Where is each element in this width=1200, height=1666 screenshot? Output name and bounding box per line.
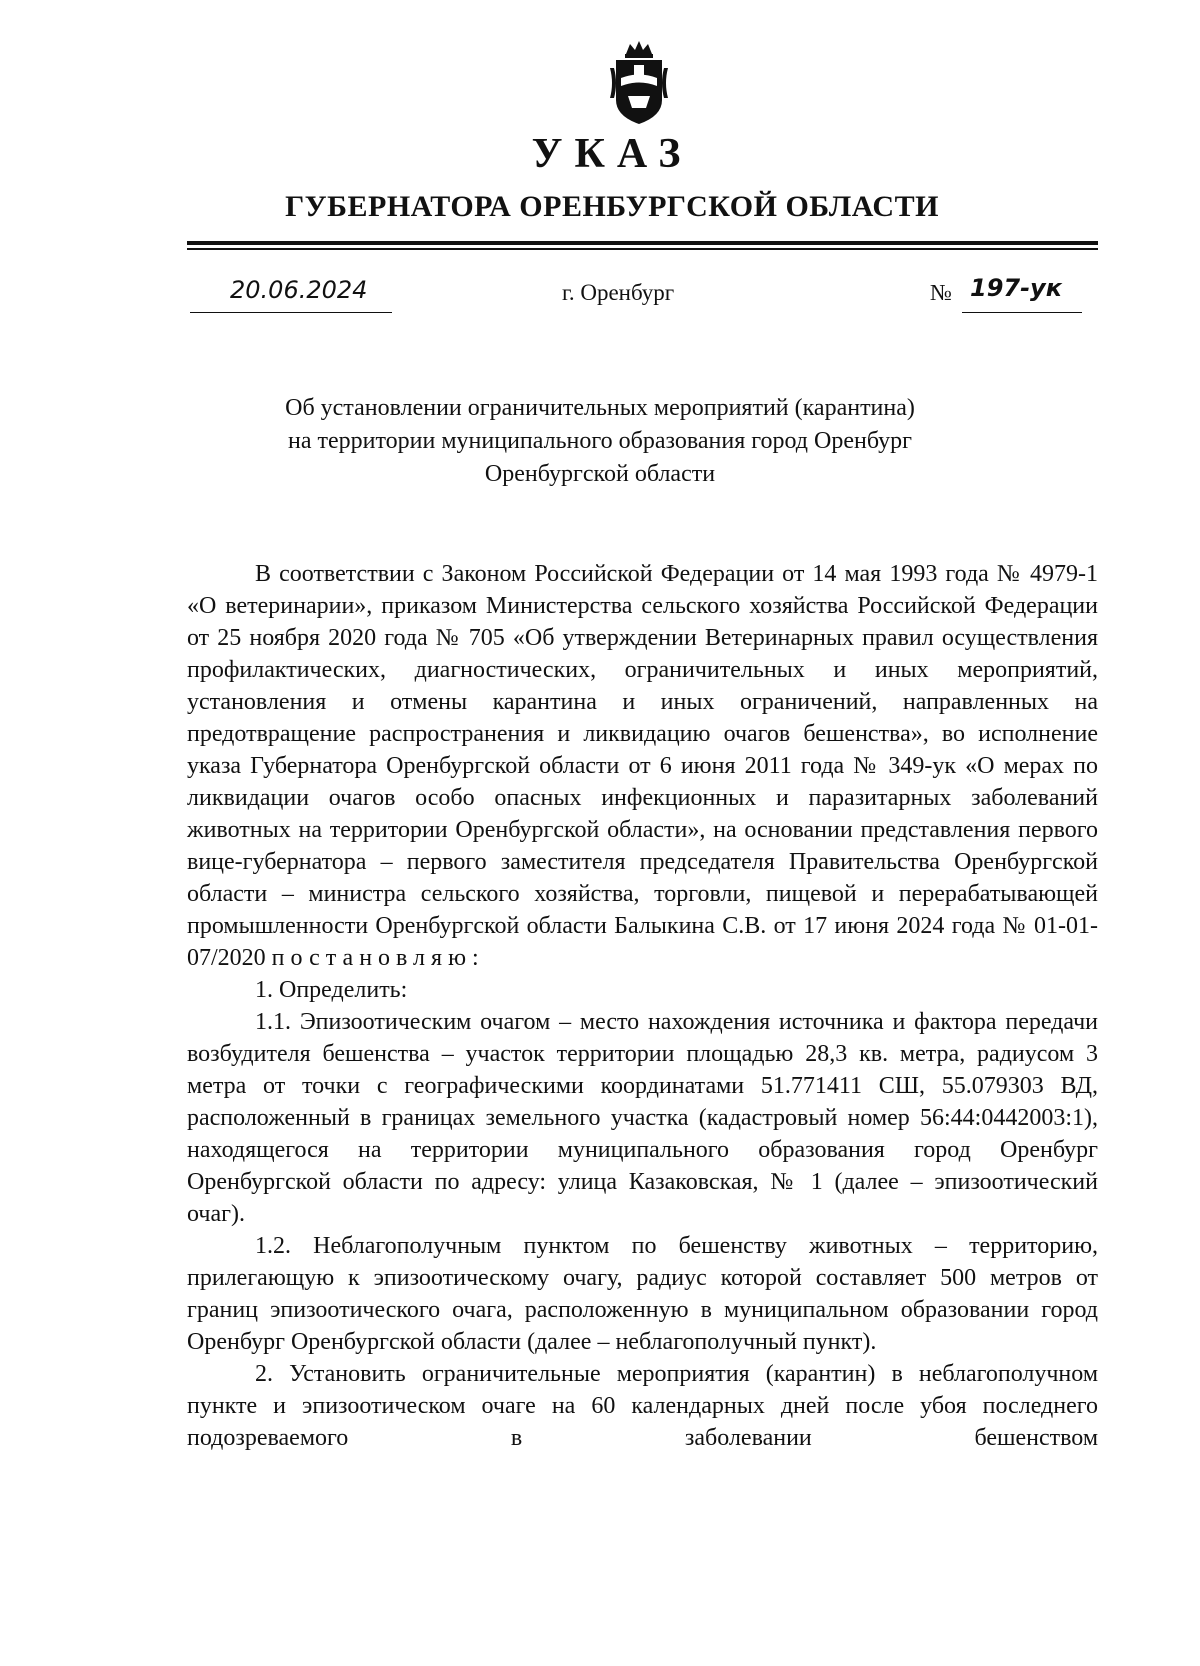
document-type-title: УКАЗ	[531, 131, 693, 177]
resolve-word: постановляю:	[271, 945, 485, 971]
number-field	[962, 272, 1082, 313]
coat-of-arms-icon	[606, 38, 672, 126]
document-heading	[0, 392, 1200, 491]
issuer-title: ГУБЕРНАТОРА ОРЕНБУРГСКОЙ ОБЛАСТИ	[285, 190, 939, 223]
document-body	[187, 558, 1098, 1454]
item-2: 2. Установить ограничительные мероприятия (карантин) в неблагополучном пункте и эпизоотическом очаге на 60 календарных дней после убоя последнего подозреваемого в заболевании бешенством	[187, 1361, 1098, 1451]
document-city: г. Оренбург	[562, 280, 675, 305]
heading-line: на территории муниципального образования город Оренбург	[288, 428, 912, 454]
document-number: 197-ук	[970, 274, 1062, 302]
number-sign: №	[930, 280, 952, 305]
heading-line: Оренбургской области	[484, 461, 716, 487]
preamble-paragraph	[187, 558, 1098, 974]
document-date: 20.06.2024	[230, 276, 368, 304]
date-field	[190, 272, 392, 313]
item-1-2: 1.2. Неблагополучным пунктом по бешенству животных – территорию, прилегающую к эпизоотическому очагу, радиус которой составляет 500 метров от границ эпизоотического очага, расположенную в муниципальном образовании город Оренбург Оренбургской области (далее – неблагополучный пункт).	[187, 1233, 1098, 1355]
item-1: 1. Определить:	[255, 977, 408, 1003]
preamble-text: В соответствии с Законом Российской Федерации от 14 мая 1993 года № 4979-1 «О ветеринарии», приказом Министерства сельского хозяйства Российской Федерации от 25 ноября 2020 года № 705 «Об утверждении Ветеринарных правил осуществления профилактических, диагностических, ограничительных и иных мероприятий, установления и отмены карантина и иных ограничений, направленных на предотвращение распространения и ликвидацию очагов бешенства», во исполнение указа Губернатора Оренбургской области от 6 июня 2011 года № 349-ук «О мерах по ликвидации очагов особо опасных инфекционных и паразитарных заболеваний животных на территории Оренбургской области», на основании представления первого вице-губернатора – первого заместителя председателя Правительства Оренбургской области – министра сельского хозяйства, торговли, пищевой и перерабатывающей промышленности Оренбургской области Балыкина С.В. от 17 июня 2024 года № 01-01-07/2020	[187, 561, 1098, 971]
header-divider-thin	[187, 248, 1098, 250]
heading-line: Об установлении ограничительных мероприятий (карантина)	[285, 395, 915, 421]
item-1-1: 1.1. Эпизоотическим очагом – место нахождения источника и фактора передачи возбудителя бешенства – участок территории площадью 28,3 кв. метра, радиусом 3 метра от точки с географическими координатами 51.771411 СШ, 55.079303 ВД, расположенный в границах земельного участка (кадастровый номер 56:44:0442003:1), находящегося на территории муниципального образования город Оренбург Оренбургской области по адресу: улица Казаковская, № 1 (далее – эпизоотический очаг).	[187, 1009, 1098, 1227]
header-divider-thick	[187, 241, 1098, 245]
